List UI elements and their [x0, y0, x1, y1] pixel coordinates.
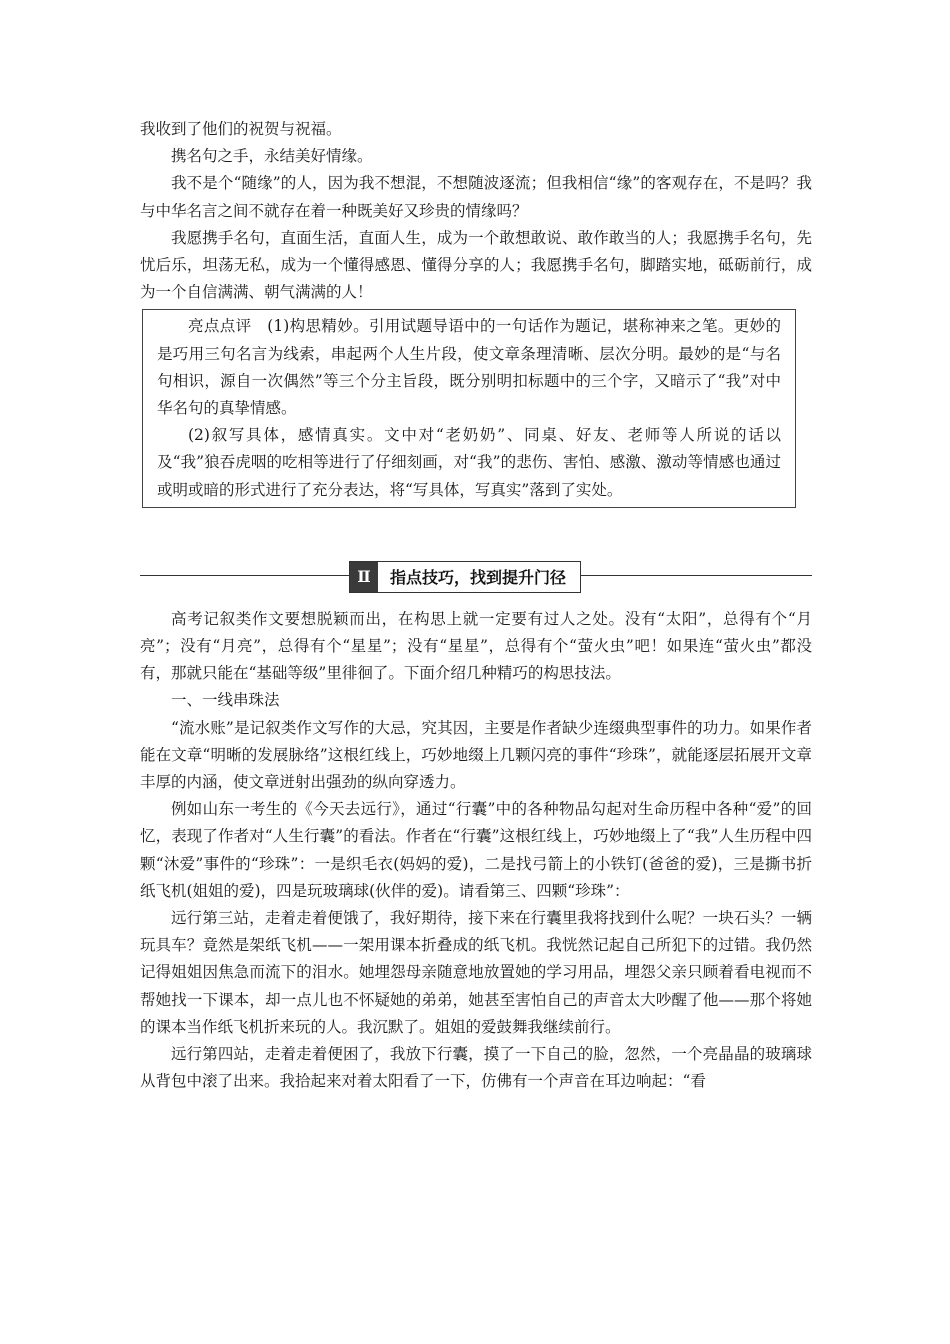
section-number: Ⅱ [350, 562, 378, 592]
comment-paragraph: (2)叙写具体，感情真实。文中对“老奶奶”、同桌、好友、老师等人所说的话以及“我”狼吞虎咽的吃相等进行了仔细刻画，对“我”的悲伤、害怕、感激、激动等情感也通过或明或暗的形式进行了充分表达，将“写具体，写真实”落到了实处。 [157, 426, 781, 499]
paragraph: 远行第四站，走着走着便困了，我放下行囊，摸了一下自己的脸，忽然，一个亮晶晶的玻璃球从背包中滚了出来。我拾起来对着太阳看了一下，仿佛有一个声音在耳边响起：“看 [140, 1045, 812, 1091]
paragraph: 携名句之手，永结美好情缘。 [171, 147, 373, 166]
paragraph: “流水账”是记叙类作文写作的大忌，究其因，主要是作者缺少连缀典型事件的功力。如果作者能在文章“明晰的发展脉络”这根红线上，巧妙地缀上几颗闪亮的事件“珍珠”，就能逐层拓展开文章丰厚的内涵，使文章迸射出强劲的纵向穿透力。 [140, 718, 812, 792]
section-header [140, 556, 812, 596]
comment-box [142, 309, 796, 507]
section-title: 指点技巧，找到提升门径 [390, 568, 567, 588]
subheading: 一、一线串珠法 [171, 691, 280, 710]
paragraph: 高考记叙类作文要想脱颖而出，在构思上就一定要有过人之处。没有“太阳”，总得有个“月亮”；没有“月亮”，总得有个“星星”；没有“星星”，总得有个“萤火虫”吧！如果连“萤火虫”都没有，那就只能在“基础等级”里徘徊了。下面介绍几种精巧的构思技法。 [140, 609, 812, 683]
paragraph: 远行第三站，走着走着便饿了，我好期待，接下来在行囊里我将找到什么呢？一块石头？一辆玩具车？竟然是架纸飞机——一架用课本折叠成的纸飞机。我恍然记起自己所犯下的过错。我仍然记得姐姐因焦急而流下的泪水。她埋怨母亲随意地放置她的学习用品，埋怨父亲只顾着看电视而不帮她找一下课本，却一点儿也不怀疑她的弟弟，她甚至害怕自己的声音太大吵醒了他——那个将她的课本当作纸飞机折来玩的人。我沉默了。姐姐的爱鼓舞我继续前行。 [140, 909, 812, 1036]
page-content [140, 116, 812, 1096]
paragraph: 我收到了他们的祝贺与祝福。 [140, 120, 342, 138]
paragraph: 我愿携手名句，直面生活，直面人生，成为一个敢想敢说、敢作敢当的人；我愿携手名句，先忧后乐，坦荡无私，成为一个懂得感恩、懂得分享的人；我愿携手名句，脚踏实地，砥砺前行，成为一个自信满满、朝气满满的人！ [140, 228, 812, 302]
comment-paragraph: 亮点点评 (1)构思精妙。引用试题导语中的一句话作为题记，堪称神来之笔。更妙的是巧用三句名言为线索，串起两个人生片段，使文章条理清晰、层次分明。最妙的是“与名句相识，源自一次偶然”等三个分主旨段，既分别明扣标题中的三个字，又暗示了“我”对中华名句的真挚情感。 [157, 317, 781, 418]
section-tag [349, 561, 581, 593]
paragraph: 我不是个“随缘”的人，因为我不想混，不想随波逐流；但我相信“缘”的客观存在，不是吗？我与中华名言之间不就存在着一种既美好又珍贵的情缘吗？ [140, 174, 812, 220]
paragraph: 例如山东一考生的《今天去远行》，通过“行囊”中的各种物品勾起对生命历程中各种“爱”的回忆，表现了作者对“人生行囊”的看法。作者在“行囊”这根红线上，巧妙地缀上了“我”人生历程中四颗“沐爱”事件的“珍珠”：一是织毛衣(妈妈的爱)，二是找弓箭上的小铁钉(爸爸的爱)，三是撕书折纸飞机(姐姐的爱)，四是玩玻璃球(伙伴的爱)。请看第三、四颗“珍珠”： [140, 800, 812, 900]
